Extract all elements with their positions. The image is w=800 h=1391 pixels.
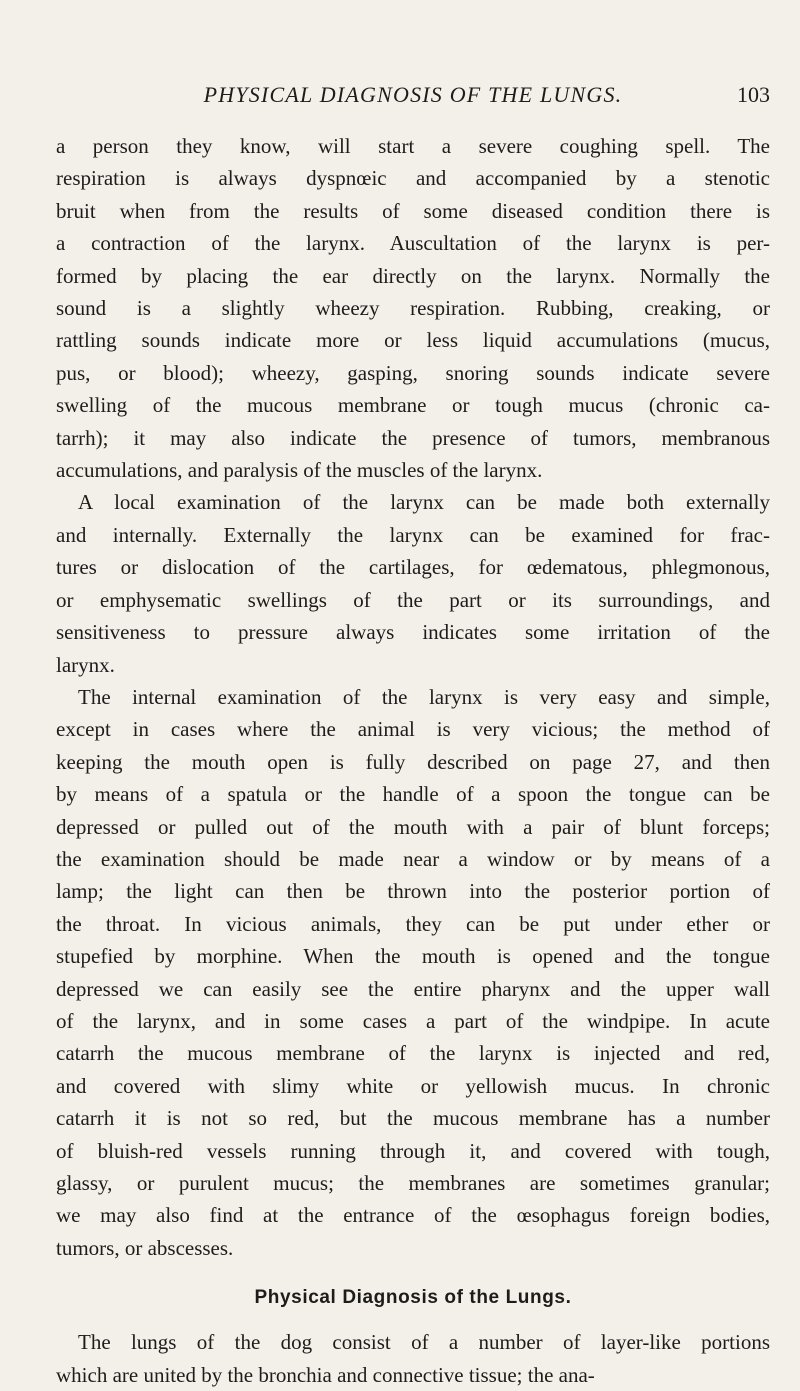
running-title: PHYSICAL DIAGNOSIS OF THE LUNGS. [203, 82, 623, 107]
text-line: we may also find at the entrance of the œsophagus foreign bodies, [56, 1203, 770, 1228]
text-line: formed by placing the ear directly on the larynx. Normally the [56, 263, 770, 288]
text-line: except in cases where the animal is very vicious; the method of [56, 717, 770, 742]
text-line: The lungs of the dog consist of a number of layer-like portions [78, 1330, 770, 1355]
text-line: respiration is always dyspnœic and accompanied by a stenotic [56, 166, 770, 191]
text-line: rattling sounds indicate more or less liquid accumulations (mucus, [56, 328, 770, 353]
text-line: swelling of the mucous membrane or tough mucus (chronic ca- [56, 393, 770, 418]
page-body [56, 130, 770, 1391]
text-line: catarrh it is not so red, but the mucous membrane has a number [56, 1106, 770, 1131]
text-line: or emphysematic swellings of the part or its surroundings, and [56, 587, 770, 612]
paragraph-group [56, 130, 770, 1264]
text-line: stupefied by morphine. When the mouth is opened and the tongue [56, 944, 770, 969]
paragraph [56, 681, 770, 1264]
text-line: the throat. In vicious animals, they can be put under ether or [56, 911, 770, 936]
text-line: by means of a spatula or the handle of a spoon the tongue can be [56, 782, 770, 807]
section-heading: Physical Diagnosis of the Lungs. [254, 1287, 572, 1309]
paragraph [56, 1326, 770, 1391]
text-line: depressed we can easily see the entire pharynx and the upper wall [56, 976, 770, 1001]
text-line: lamp; the light can then be thrown into the posterior portion of [56, 879, 770, 904]
paragraph [56, 486, 770, 680]
text-line: tumors, or abscesses. [56, 1235, 234, 1260]
text-line: keeping the mouth open is fully described on page 27, and then [56, 749, 770, 774]
text-line: accumulations, and paralysis of the muscles of the larynx. [56, 458, 543, 483]
text-line: and internally. Externally the larynx can be examined for frac- [56, 522, 770, 547]
section-paragraph-container [56, 1326, 770, 1391]
text-line: and covered with slimy white or yellowish mucus. In chronic [56, 1073, 770, 1098]
text-line: The internal examination of the larynx is very easy and simple, [78, 684, 770, 709]
text-line: A local examination of the larynx can be made both externally [78, 490, 770, 515]
page-number: 103 [737, 82, 770, 107]
text-line: bruit when from the results of some diseased condition there is [56, 198, 770, 223]
text-line: tarrh); it may also indicate the presence of tumors, membranous [56, 425, 770, 450]
text-line: sensitiveness to pressure always indicates some irritation of the [56, 620, 770, 645]
text-line: a person they know, will start a severe coughing spell. The [56, 134, 770, 158]
text-line: the examination should be made near a window or by means of a [56, 846, 770, 871]
running-head [56, 82, 770, 112]
text-line: tures or dislocation of the cartilages, for œdematous, phlegmonous, [56, 555, 770, 580]
text-line: larynx. [56, 652, 115, 677]
text-line: a contraction of the larynx. Auscultation of the larynx is per- [56, 231, 770, 256]
paragraph [56, 130, 770, 486]
text-line: catarrh the mucous membrane of the larynx is injected and red, [56, 1041, 770, 1066]
text-line: of bluish-red vessels running through it, and covered with tough, [56, 1138, 770, 1163]
text-line: of the larynx, and in some cases a part of the windpipe. In acute [56, 1008, 770, 1033]
text-line: glassy, or purulent mucus; the membranes are sometimes granular; [56, 1171, 770, 1195]
text-line: which are united by the bronchia and connective tissue; the ana- [56, 1362, 595, 1387]
text-line: pus, or blood); wheezy, gasping, snoring sounds indicate severe [56, 360, 770, 385]
text-line: sound is a slightly wheezy respiration. Rubbing, creaking, or [56, 296, 770, 321]
text-line: depressed or pulled out of the mouth with a pair of blunt forceps; [56, 814, 770, 839]
